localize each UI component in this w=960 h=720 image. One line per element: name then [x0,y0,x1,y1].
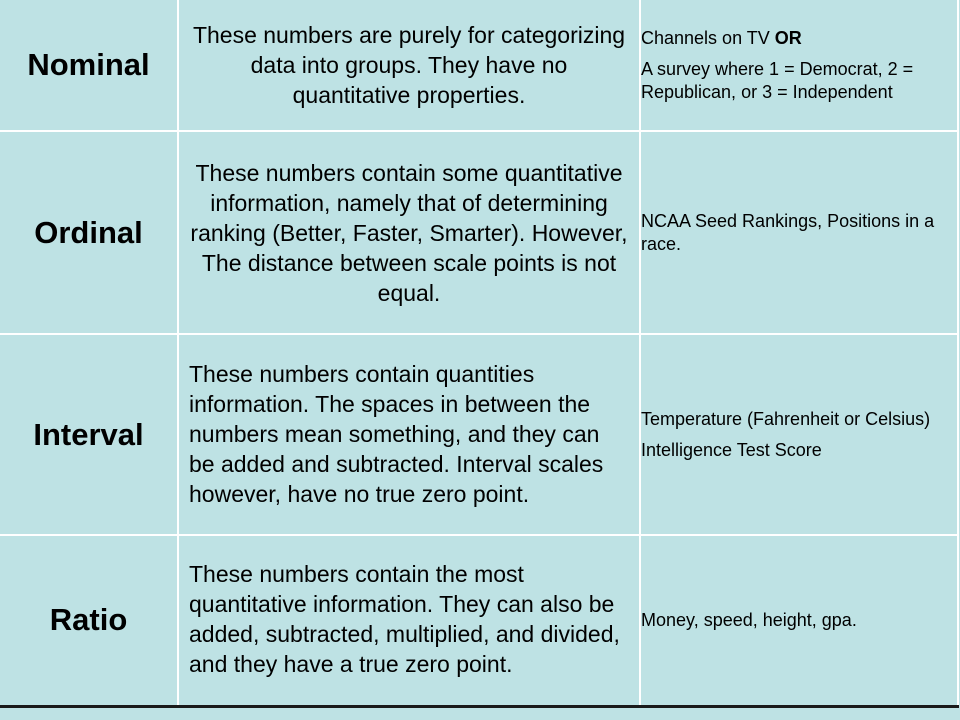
scale-definition-ordinal: These numbers contain some quantitative information, namely that of determining ranking (Better, Faster, Smarter). However, The distance between scale points is not equal. [178,131,640,334]
example-survey: A survey where 1 = Democrat, 2 = Republican, or 3 = Independent [641,58,914,102]
example-money: Money, speed, height, gpa. [641,609,857,630]
scale-term-nominal: Nominal [0,0,178,131]
table-row-ordinal [0,131,958,334]
example-text [641,27,957,50]
example-tv-channels: Channels on TV [641,27,775,48]
scale-examples-ratio [640,535,958,706]
table-row-interval [0,334,958,535]
scale-definition-nominal: These numbers are purely for categorizing data into groups. They have no quantitative properties. [178,0,640,131]
example-temperature: Temperature (Fahrenheit or Celsius) [641,408,931,429]
scale-term-ordinal: Ordinal [0,131,178,334]
example-intelligence: Intelligence Test Score [641,439,822,460]
scale-examples-interval [640,334,958,535]
scale-definition-ratio: These numbers contain the most quantitative information. They can also be added, subtracted, multiplied, and divided, and they have a true zero point. [178,535,640,706]
scale-term-interval: Interval [0,334,178,535]
example-or-emphasis: OR [774,27,802,48]
table-row-nominal [0,0,958,131]
scale-definition-interval: These numbers contain quantities information. The spaces in between the numbers mean something, and they can be added and subtracted. Interval scales however, have no true zero point. [178,334,640,535]
scale-examples-nominal [640,0,958,131]
table-row-ratio [0,535,958,706]
scale-examples-ordinal [640,131,958,334]
example-rankings: NCAA Seed Rankings, Positions in a race. [641,210,935,254]
scale-term-ratio: Ratio [0,535,178,706]
